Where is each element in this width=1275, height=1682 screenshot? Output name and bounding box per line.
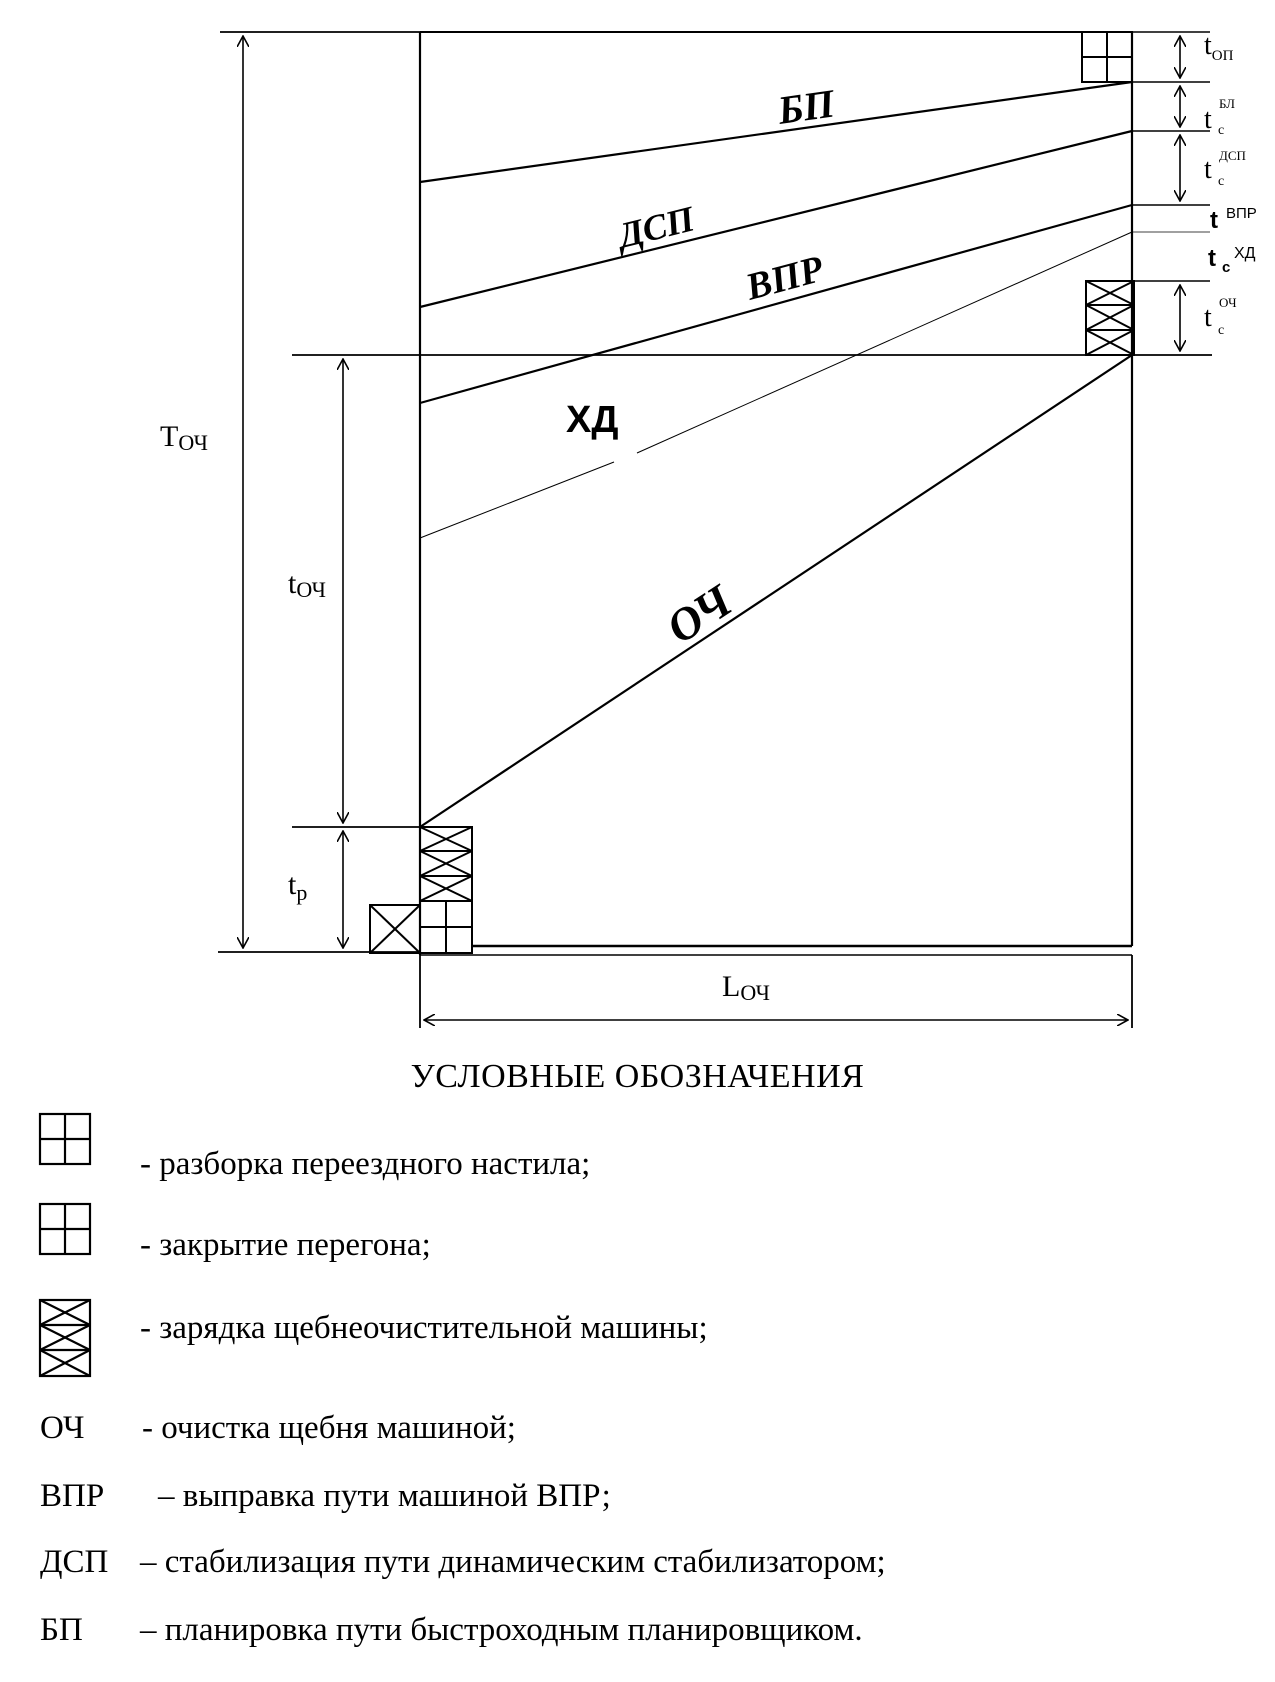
t-op-label: $t_{ОП}$: [1204, 30, 1234, 64]
t-och-setup-label: t ОЧ с: [1204, 295, 1237, 338]
grid-square-icon: [1082, 32, 1132, 82]
legend-abbr-text: – планировка пути быстроходным планировщиком.: [140, 1612, 863, 1648]
och-operation-label: ОЧ: [657, 574, 741, 654]
legend-abbr-text: – выправка пути машиной ВПР;: [158, 1478, 611, 1514]
tp-label: $t_р$: [288, 868, 308, 905]
legend-abbr: БП: [40, 1612, 83, 1648]
hd-operation-label: ХД: [566, 399, 619, 441]
l-och-label: LОЧ: [722, 970, 770, 1005]
cross-hatched-stack-icon: [38, 1298, 94, 1380]
crossed-square-icon: [370, 905, 420, 953]
legend-abbr: ВПР: [40, 1478, 105, 1514]
legend-item-text: - закрытие перегона;: [140, 1227, 431, 1263]
t-och-work-label: tОЧ: [288, 567, 326, 602]
hd-operation-line-2: [637, 232, 1132, 453]
och-operation-line: [420, 355, 1132, 827]
vpr-operation-label: ВПР: [741, 247, 828, 309]
legend-item-text: - зарядка щебнеочистительной машины;: [140, 1310, 708, 1346]
cross-hatched-stack-icon: [420, 827, 472, 901]
t-bp-label: t БЛ с: [1204, 96, 1235, 138]
legend-title: УСЛОВНЫЕ ОБОЗНАЧЕНИЯ: [410, 1058, 865, 1095]
grid-square-icon: [420, 901, 472, 953]
legend-abbr: ДСП: [40, 1544, 109, 1580]
legend-item-text: - разборка переездного настила;: [140, 1146, 591, 1182]
hd-operation-line-1: [420, 462, 614, 538]
grid-square-icon: [38, 1112, 94, 1168]
legend-abbr-text: - очистка щебня машиной;: [142, 1410, 516, 1446]
t-vpr-label: t ВПР: [1210, 205, 1257, 234]
legend-abbr: ОЧ: [40, 1410, 85, 1446]
bp-operation-label: БП: [774, 80, 838, 133]
t-hd-label: t с ХД: [1208, 245, 1256, 276]
legend-abbr-text: – стабилизация пути динамическим стабилизатором;: [140, 1544, 886, 1580]
t-och-total-label: TОЧ: [160, 420, 208, 455]
cross-hatched-stack-icon: [1086, 281, 1134, 355]
t-dsp-label: t ДСП с: [1204, 148, 1246, 189]
grid-square-icon: [38, 1202, 94, 1258]
dsp-operation-label: ДСП: [614, 198, 699, 256]
vpr-operation-line: [420, 205, 1132, 403]
